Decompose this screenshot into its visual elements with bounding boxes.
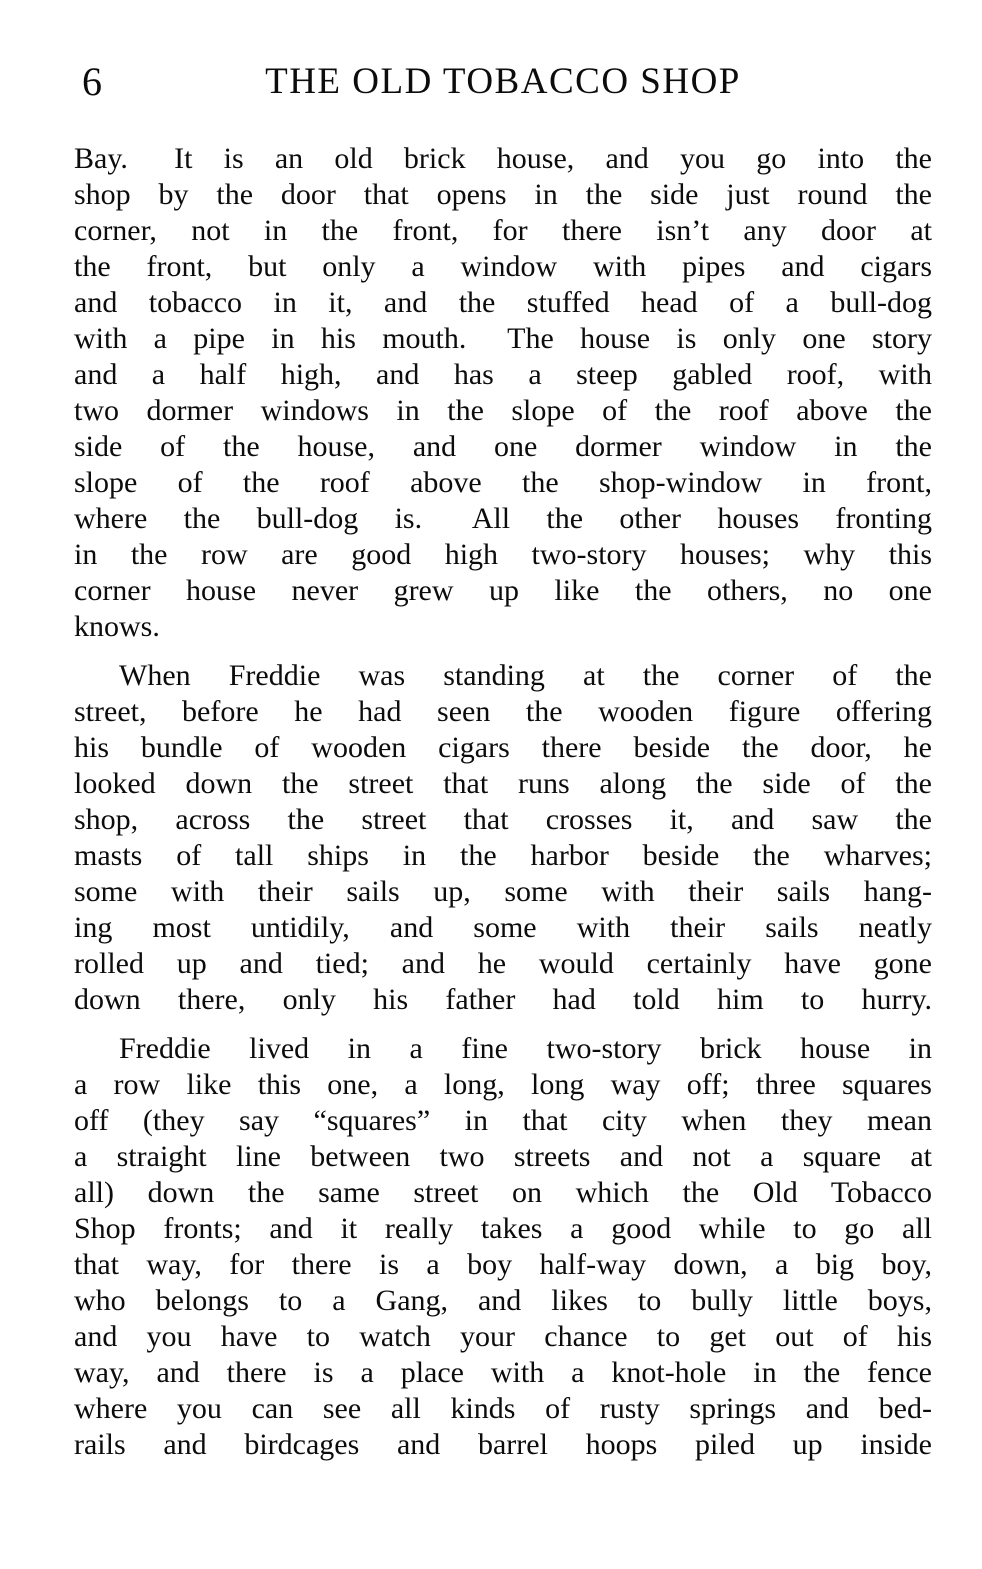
text-line: Shop fronts; and it really takes a good while to go all (74, 1212, 932, 1245)
text-line: off (they say “squares” in that city when they mean (74, 1104, 932, 1137)
text-line: a straight line between two streets and not a square at (74, 1140, 932, 1173)
text-line: side of the house, and one dormer window in the (74, 430, 932, 463)
text-line: in the row are good high two-story houses; why this (74, 538, 932, 571)
page-header (74, 58, 932, 108)
page-number: 6 (82, 59, 102, 104)
text-line: rolled up and tied; and he would certainly have gone (74, 947, 932, 980)
text-line: that way, for there is a boy half-way down, a big boy, (74, 1248, 932, 1281)
text-line: corner house never grew up like the others, no one (74, 574, 932, 607)
text-line: where you can see all kinds of rusty springs and bed- (74, 1392, 932, 1425)
text-line: two dormer windows in the slope of the roof above the (74, 394, 932, 427)
text-line: knows. (74, 610, 160, 643)
text-line: way, and there is a place with a knot-hole in the fence (74, 1356, 932, 1389)
text-line: street, before he had seen the wooden figure offering (74, 695, 932, 728)
text-line: down there, only his father had told him to hurry. (74, 983, 932, 1016)
text-line: who belongs to a Gang, and likes to bully little boys, (74, 1284, 932, 1317)
text-line: masts of tall ships in the harbor beside the wharves; (74, 839, 932, 872)
text-line: Freddie lived in a fine two-story brick house in (119, 1032, 932, 1065)
paragraph (74, 141, 932, 645)
text-line: and you have to watch your chance to get out of his (74, 1320, 932, 1353)
text-line: all) down the same street on which the Old Tobacco (74, 1176, 932, 1209)
text-line: shop by the door that opens in the side just round the (74, 178, 932, 211)
text-line: looked down the street that runs along the side of the (74, 767, 932, 800)
page-body (74, 141, 932, 1463)
paragraph (74, 658, 932, 1018)
text-line: Bay. It is an old brick house, and you go into the (74, 142, 932, 175)
text-line: with a pipe in his mouth. The house is only one story (74, 322, 932, 355)
text-line: some with their sails up, some with their sails hang- (74, 875, 932, 908)
text-line: a row like this one, a long, long way off; three squares (74, 1068, 932, 1101)
text-line: and tobacco in it, and the stuffed head of a bull-dog (74, 286, 932, 319)
text-line: and a half high, and has a steep gabled roof, with (74, 358, 932, 391)
text-line: rails and birdcages and barrel hoops piled up inside (74, 1428, 932, 1461)
text-line: the front, but only a window with pipes and cigars (74, 250, 932, 283)
text-line: where the bull-dog is. All the other houses fronting (74, 502, 932, 535)
text-line: ing most untidily, and some with their sails neatly (74, 911, 932, 944)
text-line: his bundle of wooden cigars there beside the door, he (74, 731, 932, 764)
paragraph (74, 1031, 932, 1463)
text-line: When Freddie was standing at the corner of the (119, 659, 932, 692)
text-line: corner, not in the front, for there isn’t any door at (74, 214, 932, 247)
text-line: shop, across the street that crosses it, and saw the (74, 803, 932, 836)
running-title: THE OLD TOBACCO SHOP (265, 61, 741, 102)
text-line: slope of the roof above the shop-window in front, (74, 466, 932, 499)
